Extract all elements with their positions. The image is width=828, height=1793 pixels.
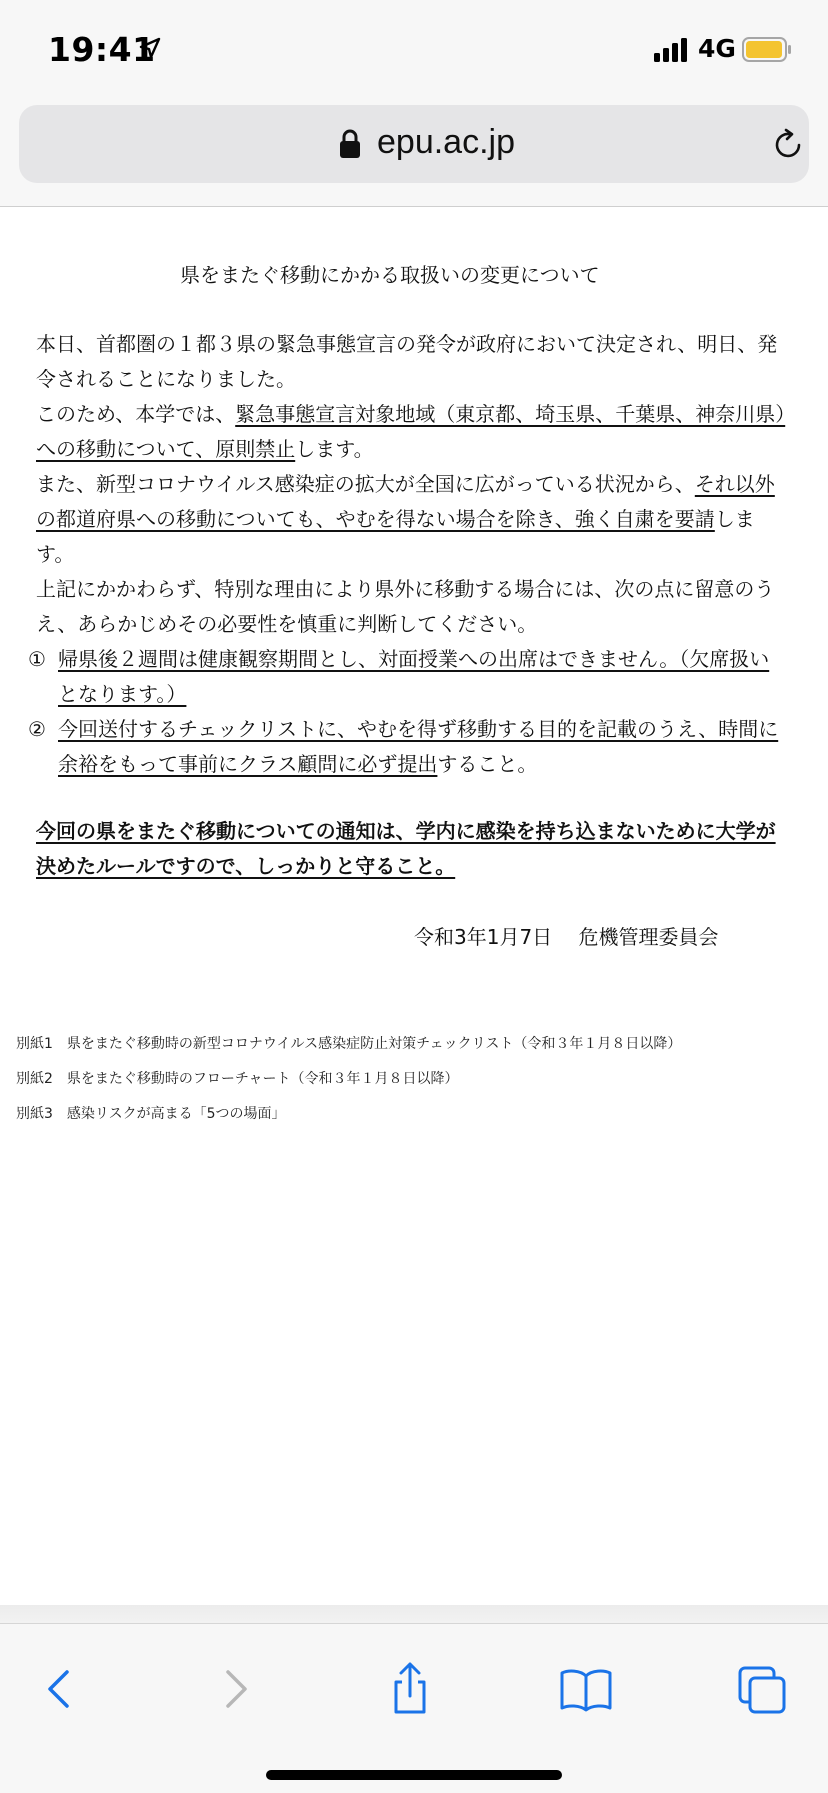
underlined-text: それ以外の都道府県への移動についても、やむを得ない場合を除き、強く自粛を要請 bbox=[36, 472, 775, 531]
status-bar bbox=[0, 0, 828, 100]
paragraph-text: します。 bbox=[36, 507, 755, 566]
battery-icon bbox=[742, 37, 792, 62]
reload-icon[interactable] bbox=[771, 127, 807, 163]
date-signature: 令和3年1月7日 危機管理委員会 bbox=[414, 925, 719, 949]
forward-icon[interactable] bbox=[206, 1658, 266, 1718]
list-number: ② bbox=[28, 717, 46, 741]
underlined-text: 今回送付するチェックリストに、やむを得ず移動する目的を記載のうえ、時間に余裕をもって事前にクラス顧問に必ず提出 bbox=[58, 717, 779, 776]
lock-icon bbox=[339, 129, 361, 159]
address-domain[interactable]: epu.ac.jp bbox=[377, 123, 515, 161]
document-title: 県をまたぐ移動にかかる取扱いの変更について bbox=[180, 263, 600, 287]
paragraph-text: します。 bbox=[295, 437, 374, 461]
list-item bbox=[16, 642, 786, 712]
browser-header bbox=[0, 100, 828, 207]
underlined-text: 帰県後２週間は健康観察期間とし、対面授業への出席はできません。（欠席扱いとなります。） bbox=[58, 647, 770, 706]
tabs-icon[interactable] bbox=[732, 1658, 792, 1718]
document-body bbox=[16, 327, 786, 884]
list-number: ① bbox=[28, 647, 46, 671]
attachment-link[interactable]: 別紙2 県をまたぐ移動時のフローチャート（令和３年１月８日以降） bbox=[16, 1071, 459, 1087]
location-arrow-icon bbox=[138, 36, 162, 60]
underlined-text: 今回の県をまたぐ移動についての通知は、学内に感染を持ち込まないために大学が決めたルールですので、しっかりと守ること。 bbox=[36, 819, 776, 878]
attachment-link[interactable]: 別紙1 県をまたぐ移動時の新型コロナウイルス感染症防止対策チェックリスト（令和３年１月８日以降） bbox=[16, 1036, 682, 1052]
share-icon[interactable] bbox=[380, 1658, 440, 1718]
page-content bbox=[0, 207, 828, 1607]
paragraph-announcement: 本日、首都圏の１都３県の緊急事態宣言の発令が政府において決定され、明日、発令されることになりました。 bbox=[36, 332, 778, 391]
bookmarks-icon[interactable] bbox=[556, 1658, 616, 1718]
paragraph-precautions: 上記にかかわらず、特別な理由により県外に移動する場合には、次の点に留意のうえ、あらかじめその必要性を慎重に判断してください。 bbox=[36, 577, 775, 636]
underlined-text: 緊急事態宣言対象地域（東京都、埼玉県、千葉県、神奈川県）への移動について、原則禁止 bbox=[36, 402, 786, 461]
home-indicator bbox=[266, 1770, 562, 1780]
notice-bold bbox=[16, 814, 786, 884]
paragraph-text: すること。 bbox=[437, 752, 538, 776]
cellular-signal-icon bbox=[654, 38, 690, 62]
paragraph-prohibition bbox=[16, 397, 786, 467]
paragraph-text: このため、本学では、 bbox=[36, 402, 236, 426]
network-type: 4G bbox=[698, 34, 736, 63]
address-bar[interactable] bbox=[19, 105, 809, 183]
paragraph-text: また、新型コロナウイルス感染症の拡大が全国に広がっている状況から、 bbox=[36, 472, 695, 496]
back-icon[interactable] bbox=[30, 1658, 90, 1718]
list-item bbox=[16, 712, 786, 782]
bottom-toolbar bbox=[0, 1623, 828, 1793]
paragraph-self-restraint bbox=[16, 467, 786, 572]
toolbar-divider bbox=[0, 1605, 828, 1623]
attachment-link[interactable]: 別紙3 感染リスクが高まる「5つの場面」 bbox=[16, 1106, 286, 1122]
status-time: 19:41 bbox=[48, 30, 156, 69]
